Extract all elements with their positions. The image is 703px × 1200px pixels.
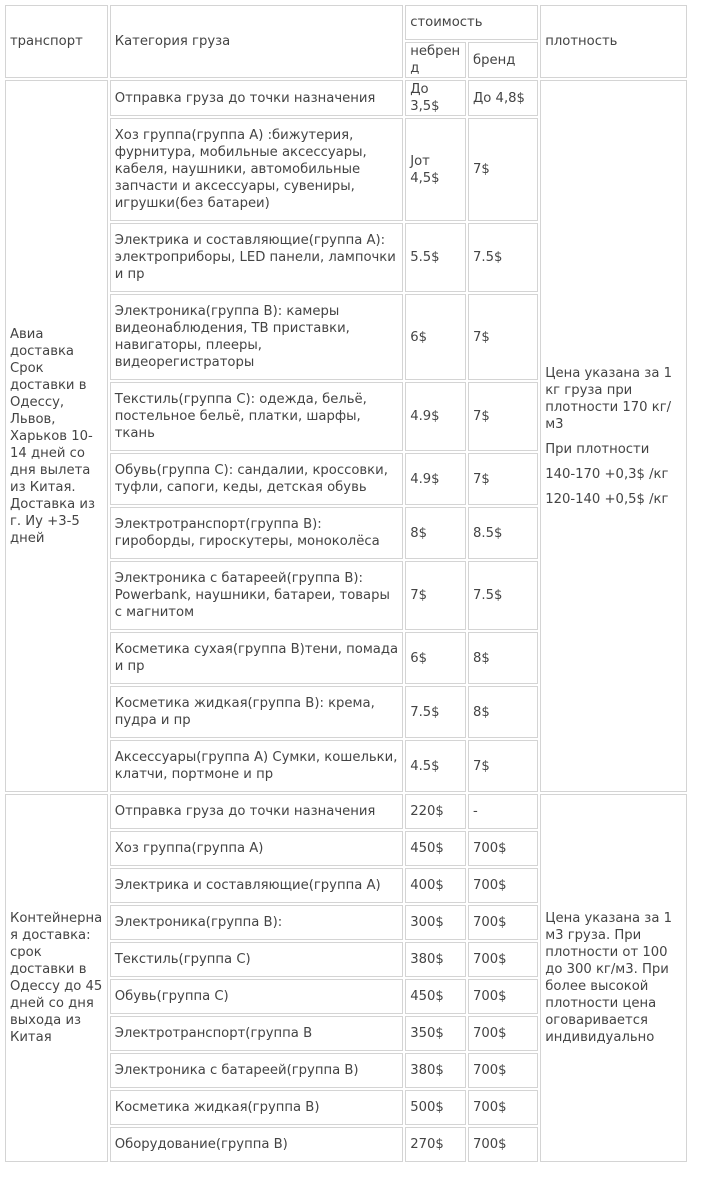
density-note: 120-140 +0,5$ /кг	[545, 491, 669, 507]
brand-price-cell: 700$	[468, 1090, 538, 1125]
nonbrand-price-cell: 4.5$	[405, 740, 466, 792]
category-cell: Отправка груза до точки назначения	[110, 794, 403, 829]
category-cell: Текстиль(группа С): одежда, бельё, постельное бельё, платки, шарфы, ткань	[110, 382, 403, 451]
header-density: плотность	[540, 5, 687, 78]
nonbrand-price-cell: 6$	[405, 294, 466, 380]
nonbrand-price-cell: 7$	[405, 561, 466, 630]
brand-price-cell: 700$	[468, 1127, 538, 1162]
category-cell: Косметика сухая(группа В)тени, помада и пр	[110, 632, 403, 684]
brand-price-cell: 700$	[468, 1053, 538, 1088]
brand-price-cell: 700$	[468, 868, 538, 903]
brand-price-cell: 7$	[468, 740, 538, 792]
brand-price-cell: 700$	[468, 905, 538, 940]
brand-price-cell: 700$	[468, 942, 538, 977]
brand-price-cell: 7$	[468, 382, 538, 451]
air-density-cell	[540, 80, 687, 792]
brand-price-cell: 8$	[468, 632, 538, 684]
container-transport-cell: Контейнерная доставка: срок доставки в Одессу до 45 дней со дня выхода из Китая	[5, 794, 108, 1162]
category-cell: Электроника(группа В):	[110, 905, 403, 940]
nonbrand-price-cell: 450$	[405, 979, 466, 1014]
nonbrand-price-cell: 5.5$	[405, 223, 466, 292]
category-cell: Электротранспорт(группа В): гироборды, гироскутеры, моноколёса	[110, 507, 403, 559]
category-cell: Электрика и составляющие(группа А)	[110, 868, 403, 903]
category-cell: Оборудование(группа В)	[110, 1127, 403, 1162]
container-density-cell: Цена указана за 1 м3 груза. При плотности от 100 до 300 кг/м3. При более высокой плотности цена оговаривается индивидуально	[540, 794, 687, 1162]
brand-price-cell: 7.5$	[468, 223, 538, 292]
category-cell: Электрика и составляющие(группа А): электроприборы, LED панели, лампочки и пр	[110, 223, 403, 292]
category-cell: Электроника с батареей(группа В): Powerbank, наушники, батареи, товары с магнитом	[110, 561, 403, 630]
brand-price-cell: 7.5$	[468, 561, 538, 630]
header-nonbrand: небренд	[405, 42, 466, 78]
category-cell: Текстиль(группа С)	[110, 942, 403, 977]
category-cell: Обувь(группа С): сандалии, кроссовки, туфли, сапоги, кеды, детская обувь	[110, 453, 403, 505]
brand-price-cell: 700$	[468, 831, 538, 866]
brand-price-cell: До 4,8$	[468, 80, 538, 116]
nonbrand-price-cell: 8$	[405, 507, 466, 559]
category-cell: Хоз группа(группа А) :бижутерия, фурнитура, мобильные аксессуары, кабеля, наушники, автомобильные запчасти и аксессуары, сувениры, игрушки(без батареи)	[110, 118, 403, 221]
rates-table-body	[5, 5, 687, 1162]
header-category: Категория груза	[110, 5, 403, 78]
brand-price-cell: 700$	[468, 1016, 538, 1051]
header-brand: бренд	[468, 42, 538, 78]
nonbrand-price-cell: 300$	[405, 905, 466, 940]
nonbrand-price-cell: 220$	[405, 794, 466, 829]
brand-price-cell: 7$	[468, 118, 538, 221]
brand-price-cell: 7$	[468, 453, 538, 505]
nonbrand-price-cell: 380$	[405, 1053, 466, 1088]
category-cell: Электроника(группа В): камеры видеонаблюдения, ТВ приставки, навигаторы, плееры, видеорегистраторы	[110, 294, 403, 380]
header-transport: транспорт	[5, 5, 108, 78]
category-cell: Хоз группа(группа А)	[110, 831, 403, 866]
brand-price-cell: 7$	[468, 294, 538, 380]
nonbrand-price-cell: 4.9$	[405, 382, 466, 451]
category-cell: Отправка груза до точки назначения	[110, 80, 403, 116]
nonbrand-price-cell: 6$	[405, 632, 466, 684]
brand-price-cell: 8$	[468, 686, 538, 738]
table-row	[5, 80, 687, 116]
nonbrand-price-cell: 270$	[405, 1127, 466, 1162]
category-cell: Косметика жидкая(группа В): крема, пудра и пр	[110, 686, 403, 738]
brand-price-cell: 700$	[468, 979, 538, 1014]
rates-table	[3, 3, 689, 1164]
brand-price-cell: 8.5$	[468, 507, 538, 559]
air-transport-cell: Авиа доставка Срок доставки в Одессу, Львов, Харьков 10-14 дней со дня вылета из Китая. Доставка из г. Иу +3-5 дней	[5, 80, 108, 792]
nonbrand-price-cell: 500$	[405, 1090, 466, 1125]
header-row	[5, 5, 687, 40]
density-note: При плотности	[545, 441, 650, 457]
nonbrand-price-cell: 450$	[405, 831, 466, 866]
header-cost: стоимость	[405, 5, 538, 40]
nonbrand-price-cell: 350$	[405, 1016, 466, 1051]
brand-price-cell: -	[468, 794, 538, 829]
category-cell: Электротранспорт(группа В	[110, 1016, 403, 1051]
density-note: 140-170 +0,3$ /кг	[545, 466, 669, 482]
nonbrand-price-cell: 4.9$	[405, 453, 466, 505]
nonbrand-price-cell: Jот 4,5$	[405, 118, 466, 221]
category-cell: Электроника с батареей(группа В)	[110, 1053, 403, 1088]
category-cell: Обувь(группа С)	[110, 979, 403, 1014]
density-note: Цена указана за 1 кг груза при плотности 170 кг/м3	[545, 365, 672, 432]
category-cell: Аксессуары(группа А) Сумки, кошельки, клатчи, портмоне и пр	[110, 740, 403, 792]
nonbrand-price-cell: 380$	[405, 942, 466, 977]
nonbrand-price-cell: До 3,5$	[405, 80, 466, 116]
category-cell: Косметика жидкая(группа В)	[110, 1090, 403, 1125]
table-row	[5, 794, 687, 829]
nonbrand-price-cell: 7.5$	[405, 686, 466, 738]
nonbrand-price-cell: 400$	[405, 868, 466, 903]
